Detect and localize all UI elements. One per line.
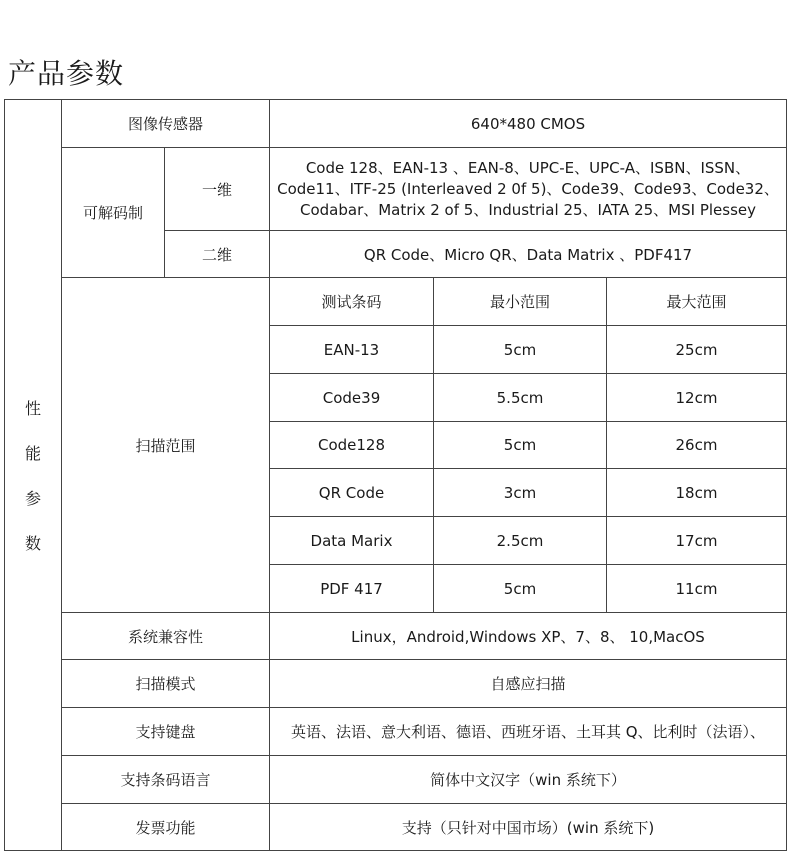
scan-header-cell: 测试条码 — [270, 278, 434, 326]
barcode-cell: Code128 — [270, 422, 434, 469]
side-label — [5, 100, 62, 851]
min-range-cell: 5cm — [434, 565, 607, 613]
barcode-cell: Code39 — [270, 374, 434, 422]
min-range-cell: 5cm — [434, 326, 607, 374]
table-row — [5, 613, 787, 660]
sensor-label: 图像传感器 — [62, 100, 270, 148]
keyboard-label: 支持键盘 — [62, 708, 270, 756]
barcode-cell: PDF 417 — [270, 565, 434, 613]
invoice-label: 发票功能 — [62, 804, 270, 851]
two-d-value: QR Code、Micro QR、Data Matrix 、PDF417 — [270, 231, 787, 278]
scan-range-label: 扫描范围 — [62, 278, 270, 613]
max-range-cell: 11cm — [607, 565, 787, 613]
keyboard-value: 英语、法语、意大利语、德语、西班牙语、土耳其 Q、比利时（法语）、 — [270, 708, 787, 756]
min-range-cell: 2.5cm — [434, 517, 607, 565]
table-row — [5, 660, 787, 708]
sensor-value: 640*480 CMOS — [270, 100, 787, 148]
table-row — [5, 100, 787, 148]
page-title: 产品参数 — [8, 57, 125, 90]
decode-label: 可解码制 — [62, 148, 165, 278]
one-d-value: Code 128、EAN-13 、EAN-8、UPC-E、UPC-A、ISBN、ISSN、Code11、ITF-25 (Interleaved 2 0f 5)、Code39、Code93、Code32、Codabar、Matrix 2 of 5、Industrial 25、IATA 25、MSI Plessey — [270, 148, 787, 231]
max-range-cell: 17cm — [607, 517, 787, 565]
invoice-value: 支持（只针对中国市场）(win 系统下) — [270, 804, 787, 851]
max-range-cell: 25cm — [607, 326, 787, 374]
barcode-cell: EAN-13 — [270, 326, 434, 374]
barcode-cell: Data Marix — [270, 517, 434, 565]
two-d-label: 二维 — [165, 231, 270, 278]
table-row — [5, 278, 787, 326]
scan-mode-value: 自感应扫描 — [270, 660, 787, 708]
scan-mode-label: 扫描模式 — [62, 660, 270, 708]
min-range-cell: 5.5cm — [434, 374, 607, 422]
side-char: 能 — [24, 444, 41, 463]
spec-table — [4, 99, 787, 851]
compat-label: 系统兼容性 — [62, 613, 270, 660]
table-row — [5, 756, 787, 804]
table-row — [5, 148, 787, 231]
scan-header-cell: 最大范围 — [607, 278, 787, 326]
table-row — [5, 804, 787, 851]
compat-value: Linux，Android,Windows XP、7、8、 10,MacOS — [270, 613, 787, 660]
table-row — [5, 708, 787, 756]
barcode-lang-label: 支持条码语言 — [62, 756, 270, 804]
min-range-cell: 3cm — [434, 469, 607, 517]
barcode-lang-value: 简体中文汉字（win 系统下） — [270, 756, 787, 804]
one-d-label: 一维 — [165, 148, 270, 231]
min-range-cell: 5cm — [434, 422, 607, 469]
scan-header-cell: 最小范围 — [434, 278, 607, 326]
side-char: 性 — [24, 399, 41, 418]
barcode-cell: QR Code — [270, 469, 434, 517]
max-range-cell: 12cm — [607, 374, 787, 422]
max-range-cell: 18cm — [607, 469, 787, 517]
side-char: 数 — [24, 534, 41, 553]
max-range-cell: 26cm — [607, 422, 787, 469]
side-char: 参 — [24, 489, 41, 508]
